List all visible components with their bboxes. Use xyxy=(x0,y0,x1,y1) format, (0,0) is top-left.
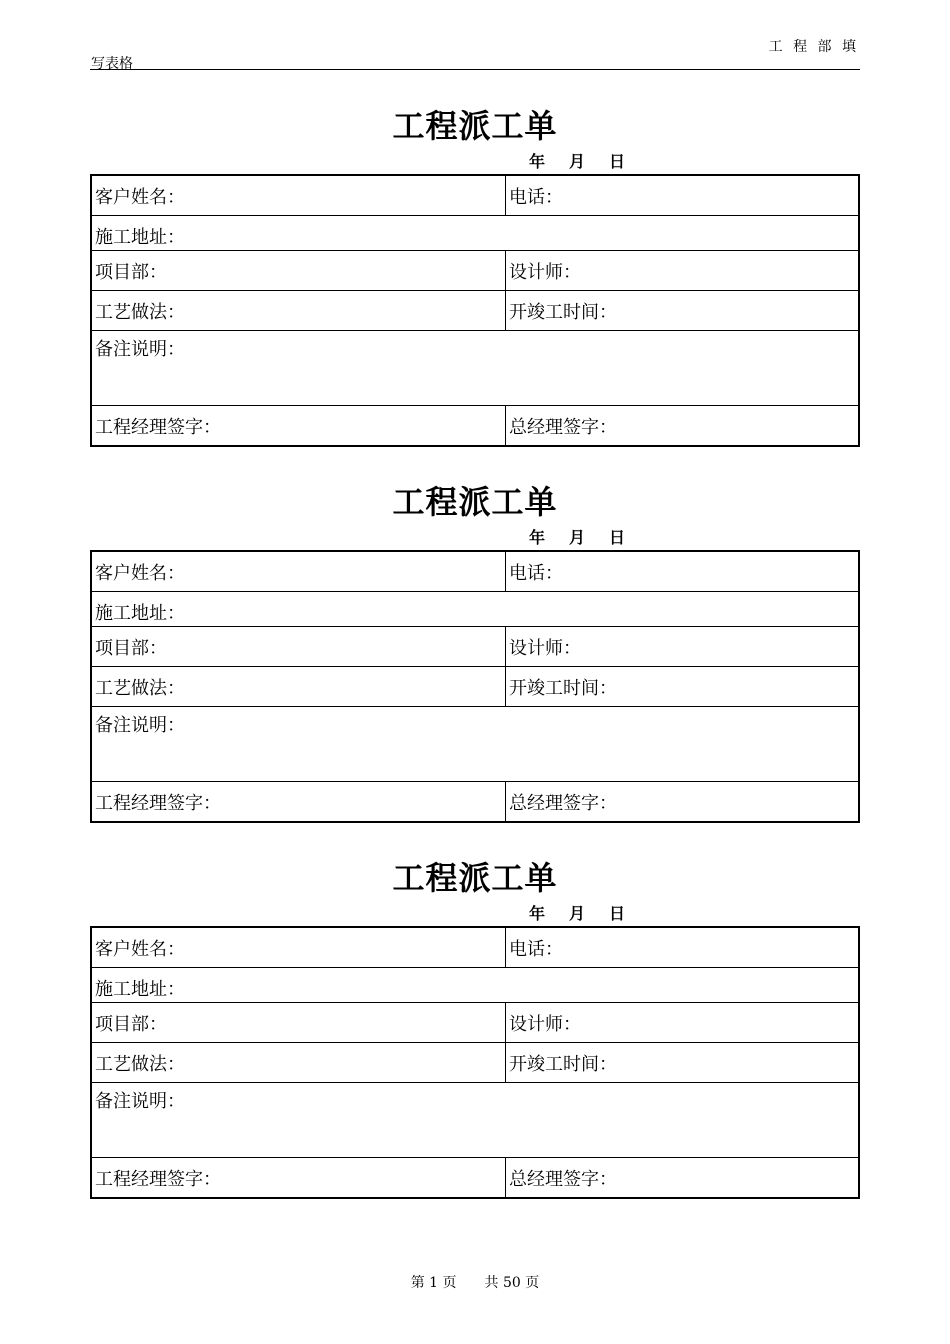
customer-name-field[interactable]: 客户姓名： xyxy=(91,551,506,592)
remarks-field[interactable]: 备注说明： xyxy=(91,331,859,406)
form-date xyxy=(90,902,860,926)
date-year: 年 xyxy=(529,528,546,547)
address-field[interactable]: 施工地址： xyxy=(91,216,859,251)
gm-signature-field[interactable]: 总经理签字： xyxy=(506,406,860,447)
dispatch-form-3 xyxy=(90,854,860,1199)
date-month: 月 xyxy=(569,528,586,547)
remarks-field[interactable]: 备注说明： xyxy=(91,1083,859,1158)
phone-field[interactable]: 电话： xyxy=(506,927,860,968)
start-end-time-field[interactable]: 开竣工时间： xyxy=(506,291,860,331)
process-field[interactable]: 工艺做法： xyxy=(91,291,506,331)
pm-signature-field[interactable]: 工程经理签字： xyxy=(91,782,506,823)
date-year: 年 xyxy=(529,904,546,923)
date-day: 日 xyxy=(609,528,626,547)
form-date xyxy=(90,526,860,550)
date-day: 日 xyxy=(609,152,626,171)
dispatch-table xyxy=(90,550,860,823)
process-field[interactable]: 工艺做法： xyxy=(91,667,506,707)
project-dept-field[interactable]: 项目部： xyxy=(91,251,506,291)
project-dept-field[interactable]: 项目部： xyxy=(91,1003,506,1043)
page-footer xyxy=(0,1272,950,1292)
header-right-text: 工 程 部 填 xyxy=(768,39,859,55)
gm-signature-field[interactable]: 总经理签字： xyxy=(506,782,860,823)
date-month: 月 xyxy=(569,904,586,923)
form-date xyxy=(90,150,860,174)
customer-name-field[interactable]: 客户姓名： xyxy=(91,175,506,216)
page-total: 共 50 页 xyxy=(484,1275,540,1291)
designer-field[interactable]: 设计师： xyxy=(506,627,860,667)
form-title: 工程派工单 xyxy=(392,483,558,521)
designer-field[interactable]: 设计师： xyxy=(506,1003,860,1043)
start-end-time-field[interactable]: 开竣工时间： xyxy=(506,667,860,707)
phone-field[interactable]: 电话： xyxy=(506,175,860,216)
project-dept-field[interactable]: 项目部： xyxy=(91,627,506,667)
phone-field[interactable]: 电话： xyxy=(506,551,860,592)
page-number: 第 1 页 xyxy=(410,1275,457,1291)
customer-name-field[interactable]: 客户姓名： xyxy=(91,927,506,968)
dispatch-form-1 xyxy=(90,102,860,447)
gm-signature-field[interactable]: 总经理签字： xyxy=(506,1158,860,1199)
pm-signature-field[interactable]: 工程经理签字： xyxy=(91,1158,506,1199)
pm-signature-field[interactable]: 工程经理签字： xyxy=(91,406,506,447)
dispatch-table xyxy=(90,174,860,447)
date-year: 年 xyxy=(529,152,546,171)
dispatch-form-2 xyxy=(90,478,860,823)
start-end-time-field[interactable]: 开竣工时间： xyxy=(506,1043,860,1083)
form-title: 工程派工单 xyxy=(392,859,558,897)
dispatch-table xyxy=(90,926,860,1199)
designer-field[interactable]: 设计师： xyxy=(506,251,860,291)
address-field[interactable]: 施工地址： xyxy=(91,592,859,627)
date-month: 月 xyxy=(569,152,586,171)
address-field[interactable]: 施工地址： xyxy=(91,968,859,1003)
header-rule xyxy=(90,69,860,70)
form-title: 工程派工单 xyxy=(392,107,558,145)
process-field[interactable]: 工艺做法： xyxy=(91,1043,506,1083)
remarks-field[interactable]: 备注说明： xyxy=(91,707,859,782)
header-left-text: 写表格 xyxy=(91,56,133,72)
date-day: 日 xyxy=(609,904,626,923)
